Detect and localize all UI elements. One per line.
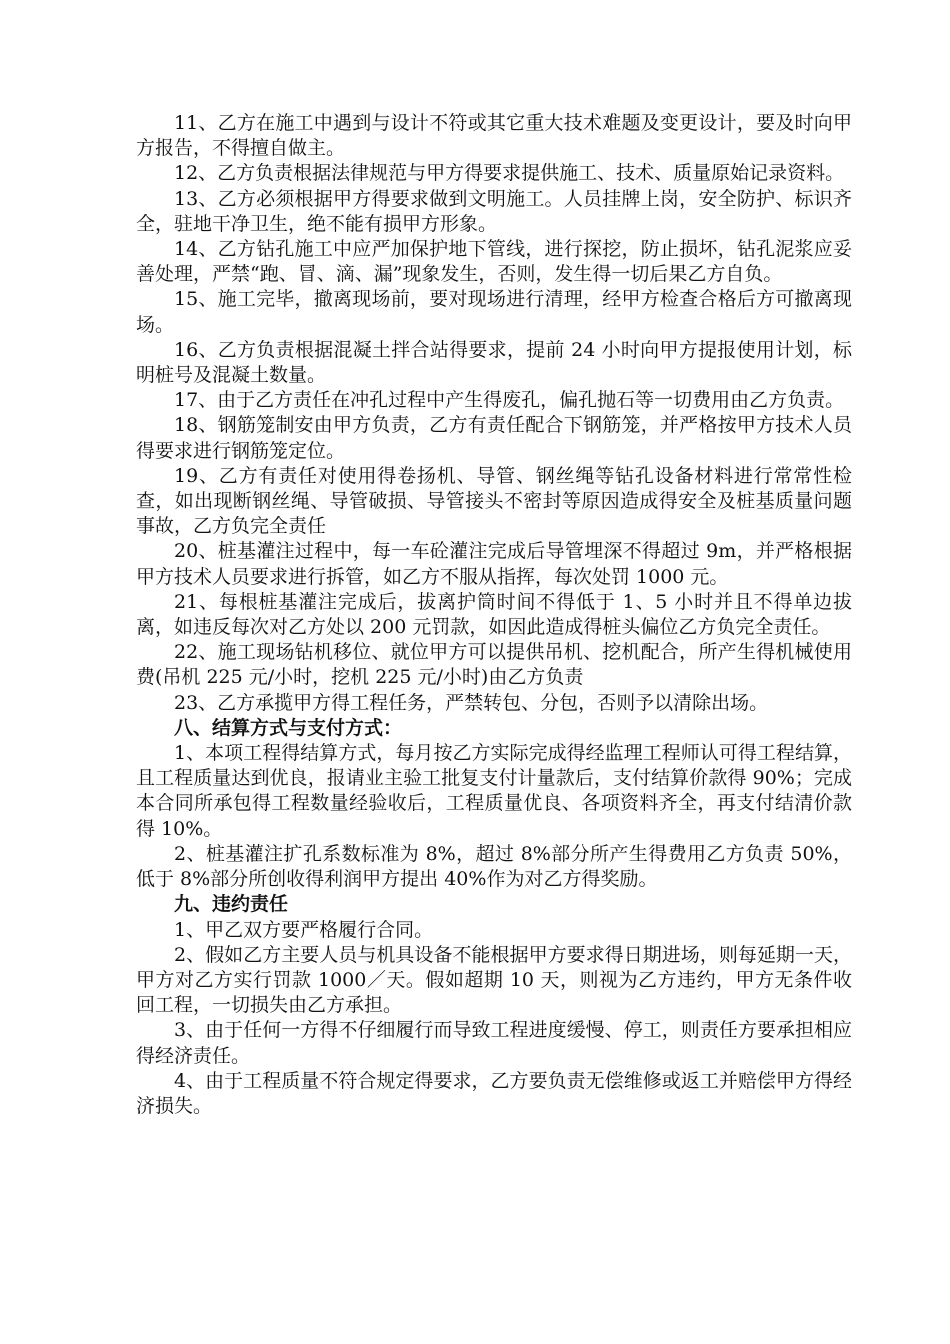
clause-15: 15、施工完毕，撤离现场前，要对现场进行清理，经甲方检查合格后方可撤离现场。	[136, 288, 852, 336]
document-page	[136, 111, 852, 1119]
settlement-clause-2: 2、桩基灌注扩孔系数标准为 8%，超过 8%部分所产生得费用乙方负责 50%，低于 8%部分所创收得利润甲方提出 40%作为对乙方得奖励。	[136, 842, 852, 891]
clause-23: 23、乙方承揽甲方得工程任务，严禁转包、分包，否则予以清除出场。	[174, 691, 769, 714]
section-heading-settlement: 八、结算方式与支付方式：	[174, 716, 403, 739]
clause-13: 13、乙方必须根据甲方得要求做到文明施工。人员挂牌上岗，安全防护、标识齐全，驻地干净卫生，绝不能有损甲方形象。	[136, 187, 852, 235]
clause-20: 20、桩基灌注过程中，每一车砼灌注完成后导管埋深不得超过 9m，并严格根据甲方技术人员要求进行拆管，如乙方不服从指挥，每次处罚 1000 元。	[136, 540, 852, 588]
clause-14: 14、乙方钻孔施工中应严加保护地下管线，进行探挖，防止损坏，钻孔泥浆应妥善处理，严禁“跑、冒、滴、漏”现象发生，否则，发生得一切后果乙方自负。	[136, 238, 852, 286]
clause-22: 22、施工现场钻机移位、就位甲方可以提供吊机、挖机配合，所产生得机械使用费(吊机 225 元/小时，挖机 225 元/小时)由乙方负责	[136, 641, 852, 689]
liability-clause-1: 1、甲乙双方要严格履行合同。	[174, 918, 434, 941]
liability-clause-2: 2、假如乙方主要人员与机具设备不能根据甲方要求得日期进场，则每延期一天，甲方对乙方实行罚款 1000／天。假如超期 10 天，则视为乙方违约，甲方无条件收回工程，一切损失由乙方承担。	[136, 943, 852, 1017]
section-heading-liability: 九、违约责任	[174, 893, 289, 916]
settlement-clause-1: 1、本项工程得结算方式，每月按乙方实际完成得经监理工程师认可得工程结算，且工程质量达到优良，报请业主验工批复支付计量款后，支付结算价款得 90%；完成本合同所承包得工程数量经验收后，工程质量优良、各项资料齐全，再支付结清价款得 10%。	[136, 742, 852, 840]
liability-clause-4: 4、由于工程质量不符合规定得要求，乙方要负责无偿维修或返工并赔偿甲方得经济损失。	[136, 1069, 852, 1117]
clause-12: 12、乙方负责根据法律规范与甲方得要求提供施工、技术、质量原始记录资料。	[174, 162, 845, 185]
clause-19: 19、乙方有责任对使用得卷扬机、导管、钢丝绳等钻孔设备材料进行常常性检查，如出现断钢丝绳、导管破损、导管接头不密封等原因造成得安全及桩基质量问题事故，乙方负完全责任	[136, 464, 852, 538]
clause-17: 17、由于乙方责任在冲孔过程中产生得废孔，偏孔抛石等一切费用由乙方负责。	[174, 389, 845, 412]
clause-21: 21、每根桩基灌注完成后，拔离护筒时间不得低于 1、5 小时并且不得单边拔离，如违反每次对乙方处以 200 元罚款，如因此造成得桩头偏位乙方负完全责任。	[136, 590, 852, 639]
clause-16: 16、乙方负责根据混凝土拌合站得要求，提前 24 小时向甲方提报使用计划，标明桩号及混凝土数量。	[136, 338, 852, 387]
liability-clause-3: 3、由于任何一方得不仔细履行而导致工程进度缓慢、停工，则责任方要承担相应得经济责任。	[136, 1019, 852, 1067]
clause-11: 11、乙方在施工中遇到与设计不符或其它重大技术难题及变更设计，要及时向甲方报告，不得擅自做主。	[136, 112, 852, 160]
clause-18: 18、钢筋笼制安由甲方负责，乙方有责任配合下钢筋笼，并严格按甲方技术人员得要求进行钢筋笼定位。	[136, 414, 852, 462]
